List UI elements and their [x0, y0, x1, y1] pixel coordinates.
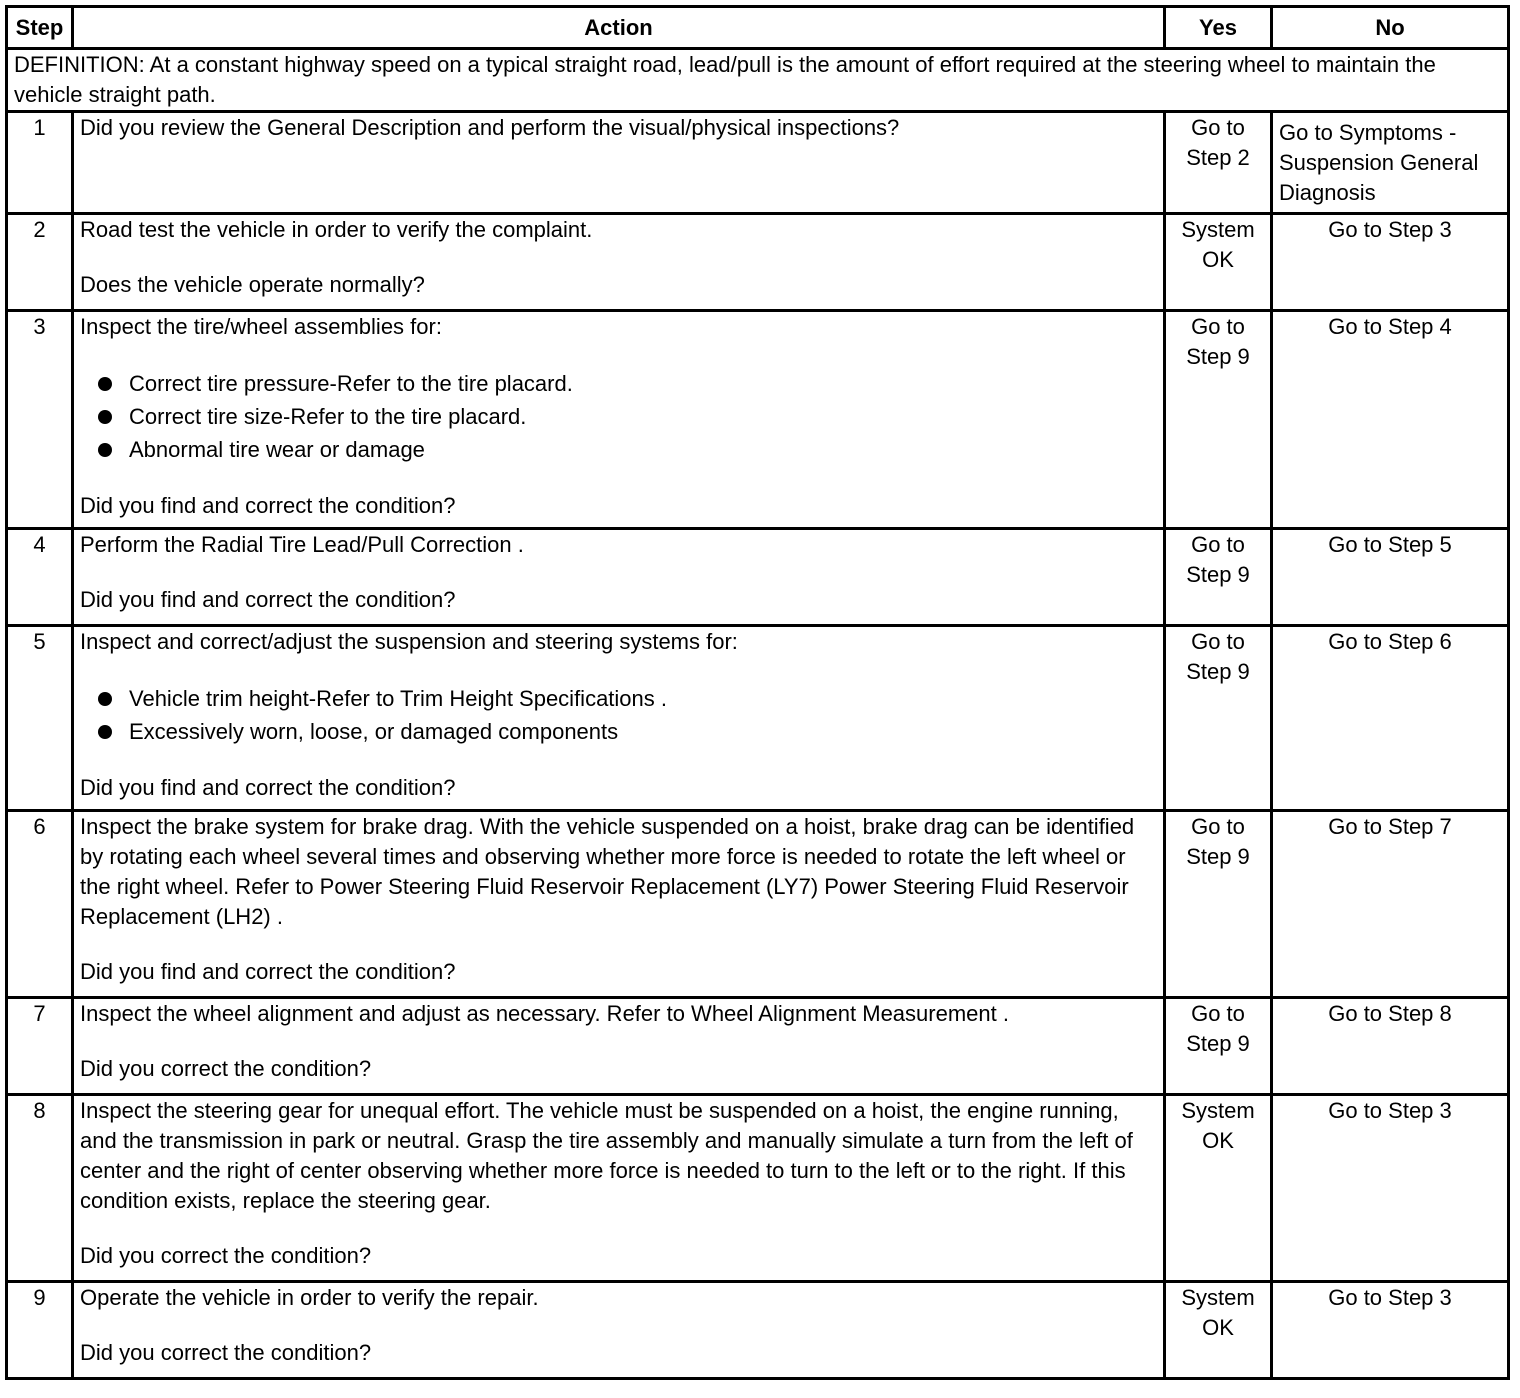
question-text: Did you find and correct the condition? — [80, 493, 456, 518]
action-text: Inspect and correct/adjust the suspension and steering systems for: — [80, 629, 738, 654]
action-cell — [73, 811, 1165, 998]
header-step: Step — [7, 7, 73, 49]
action-text: Inspect the tire/wheel assemblies for: — [80, 314, 442, 339]
list-item: Excessively worn, loose, or damaged components — [96, 715, 1157, 748]
list-item: Abnormal tire wear or damage — [96, 433, 1157, 466]
condition-list — [80, 682, 1157, 748]
action-cell — [73, 1282, 1165, 1379]
no-cell: Go to Step 3 — [1272, 1095, 1509, 1282]
list-item: Correct tire pressure-Refer to the tire placard. — [96, 367, 1157, 400]
table-row — [7, 311, 1509, 529]
action-text: Operate the vehicle in order to verify the repair. — [80, 1285, 539, 1310]
action-text: Did you review the General Description and perform the visual/physical inspections? — [80, 115, 900, 140]
yes-cell: Go to Step 2 — [1165, 112, 1272, 214]
action-text: Inspect the wheel alignment and adjust as necessary. Refer to Wheel Alignment Measurement . — [80, 1001, 1009, 1026]
no-cell: Go to Step 3 — [1272, 1282, 1509, 1379]
list-item: Vehicle trim height-Refer to Trim Height Specifications . — [96, 682, 1157, 715]
question-text: Did you find and correct the condition? — [80, 775, 456, 800]
no-cell: Go to Step 4 — [1272, 311, 1509, 529]
header-action: Action — [73, 7, 1165, 49]
action-text: Inspect the brake system for brake drag. With the vehicle suspended on a hoist, brake drag can be identified by rotating each wheel several times and observing whether more force is needed to rotate the left wheel or the right wheel. Refer to Power Steering Fluid Reservoir Replacement (LY7) Power Steering Fluid Reservoir Replacement (LH2) . — [80, 814, 1135, 929]
definition-text: DEFINITION: At a constant highway speed on a typical straight road, lead/pull is the amount of effort required at the steering wheel to maintain the vehicle straight path. — [7, 49, 1509, 112]
question-text: Did you correct the condition? — [80, 1340, 372, 1365]
table-row — [7, 214, 1509, 311]
action-cell — [73, 214, 1165, 311]
table-row — [7, 112, 1509, 214]
no-cell: Go to Step 6 — [1272, 626, 1509, 811]
definition-row — [7, 49, 1509, 112]
step-number: 7 — [7, 998, 73, 1095]
step-number: 3 — [7, 311, 73, 529]
no-cell: Go to Step 7 — [1272, 811, 1509, 998]
yes-cell: System OK — [1165, 1095, 1272, 1282]
action-cell — [73, 311, 1165, 529]
table-row — [7, 998, 1509, 1095]
yes-cell: Go to Step 9 — [1165, 626, 1272, 811]
yes-cell: System OK — [1165, 214, 1272, 311]
no-cell: Go to Step 5 — [1272, 529, 1509, 626]
step-number: 8 — [7, 1095, 73, 1282]
step-number: 4 — [7, 529, 73, 626]
step-number: 9 — [7, 1282, 73, 1379]
step-number: 1 — [7, 112, 73, 214]
no-cell: Go to Symptoms - Suspension General Diagnosis — [1272, 112, 1509, 214]
yes-cell: System OK — [1165, 1282, 1272, 1379]
question-text: Did you correct the condition? — [80, 1056, 372, 1081]
diagnostic-table-wrapper — [5, 5, 1510, 1380]
yes-cell: Go to Step 9 — [1165, 998, 1272, 1095]
question-text: Did you find and correct the condition? — [80, 959, 456, 984]
action-cell — [73, 529, 1165, 626]
question-text: Does the vehicle operate normally? — [80, 272, 425, 297]
condition-list — [80, 367, 1157, 466]
yes-cell: Go to Step 9 — [1165, 529, 1272, 626]
table-row — [7, 811, 1509, 998]
action-cell — [73, 998, 1165, 1095]
yes-cell: Go to Step 9 — [1165, 811, 1272, 998]
action-text: Perform the Radial Tire Lead/Pull Correction . — [80, 532, 524, 557]
action-cell — [73, 1095, 1165, 1282]
table-row — [7, 626, 1509, 811]
header-row — [7, 7, 1509, 49]
yes-cell: Go to Step 9 — [1165, 311, 1272, 529]
step-number: 6 — [7, 811, 73, 998]
question-text: Did you find and correct the condition? — [80, 587, 456, 612]
action-text: Road test the vehicle in order to verify the complaint. — [80, 217, 593, 242]
header-no: No — [1272, 7, 1509, 49]
no-cell: Go to Step 3 — [1272, 214, 1509, 311]
question-text: Did you correct the condition? — [80, 1243, 372, 1268]
step-number: 5 — [7, 626, 73, 811]
diagnostic-table — [5, 5, 1510, 1380]
list-item: Correct tire size-Refer to the tire placard. — [96, 400, 1157, 433]
table-row — [7, 529, 1509, 626]
action-cell — [73, 626, 1165, 811]
step-number: 2 — [7, 214, 73, 311]
no-cell: Go to Step 8 — [1272, 998, 1509, 1095]
table-row — [7, 1095, 1509, 1282]
header-yes: Yes — [1165, 7, 1272, 49]
action-cell — [73, 112, 1165, 214]
action-text: Inspect the steering gear for unequal effort. The vehicle must be suspended on a hoist, the engine running, and the transmission in park or neutral. Grasp the tire assembly and manually simulate a turn from the left of center and the right of center observing whether more force is needed to turn to the left or to the right. If this condition exists, replace the steering gear. — [80, 1098, 1133, 1213]
table-row — [7, 1282, 1509, 1379]
